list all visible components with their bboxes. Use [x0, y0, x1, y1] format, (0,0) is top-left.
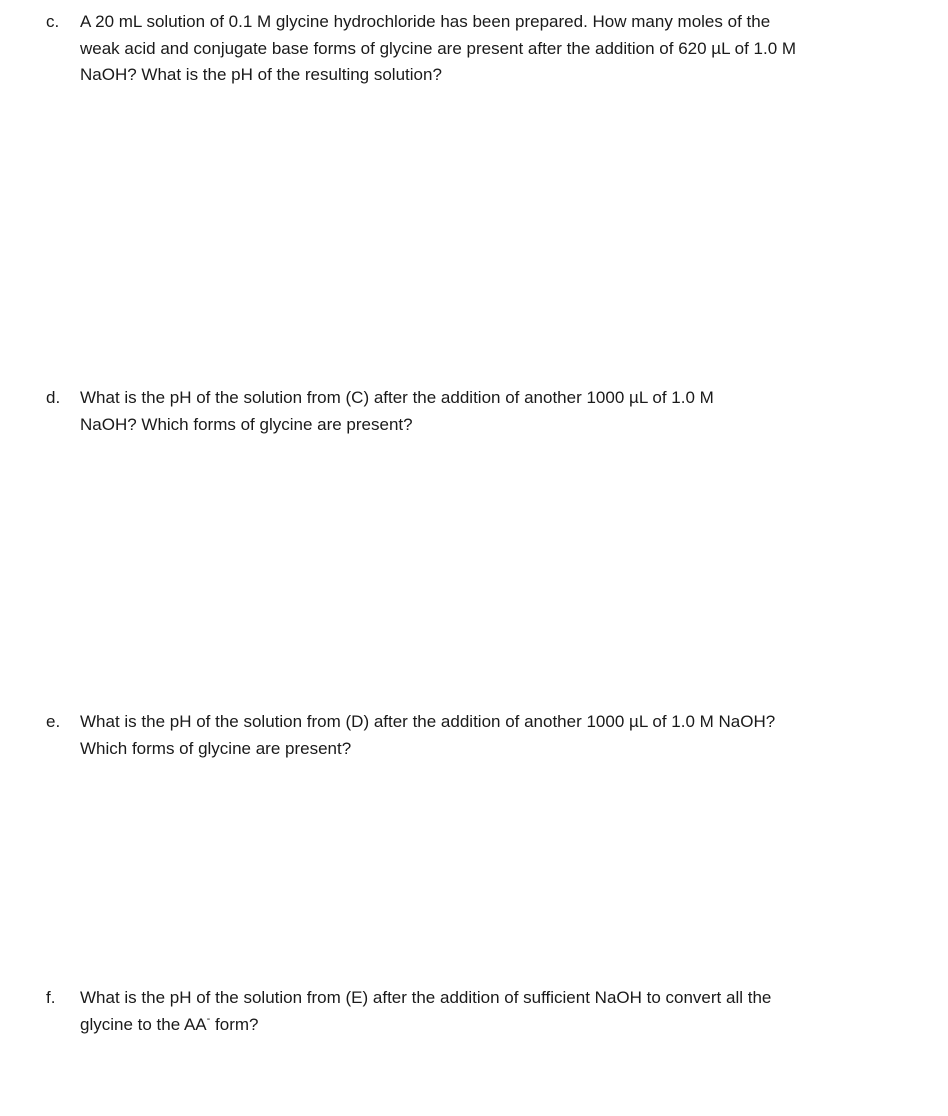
question-c-line-3: NaOH? What is the pH of the resulting solution? — [80, 65, 442, 84]
question-f-text — [80, 985, 870, 1038]
question-e-line-2: Which forms of glycine are present? — [80, 738, 352, 758]
question-f-line-2-suffix: form? — [210, 1014, 259, 1034]
anion-superscript: - — [206, 1012, 211, 1025]
question-c-letter: c. — [46, 12, 60, 31]
question-d-line-1: What is the pH of the solution from (C) after the addition of another 1000 µL of 1.0 M — [80, 388, 714, 407]
question-d-text — [80, 385, 870, 438]
question-c-line-1: A 20 mL solution of 0.1 M glycine hydrochloride has been prepared. How many moles of the — [80, 12, 771, 31]
question-e-line-1: What is the pH of the solution from (D) after the addition of another 1000 µL of 1.0 M NaOH? — [80, 712, 776, 731]
question-f-line-2-prefix: glycine to the AA — [80, 1014, 207, 1034]
question-c-line-2: weak acid and conjugate base forms of glycine are present after the addition of 620 µL of 1.0 M — [80, 38, 797, 58]
question-c-text — [80, 9, 870, 89]
question-f-line-2 — [80, 1012, 870, 1039]
question-d-letter: d. — [46, 388, 61, 407]
question-d-line-2: NaOH? Which forms of glycine are present? — [80, 414, 413, 434]
question-f-line-1: What is the pH of the solution from (E) after the addition of sufficient NaOH to convert all the — [80, 988, 772, 1007]
question-e-letter: e. — [46, 712, 61, 731]
question-e-text — [80, 709, 870, 762]
question-f-letter: f. — [46, 988, 56, 1007]
